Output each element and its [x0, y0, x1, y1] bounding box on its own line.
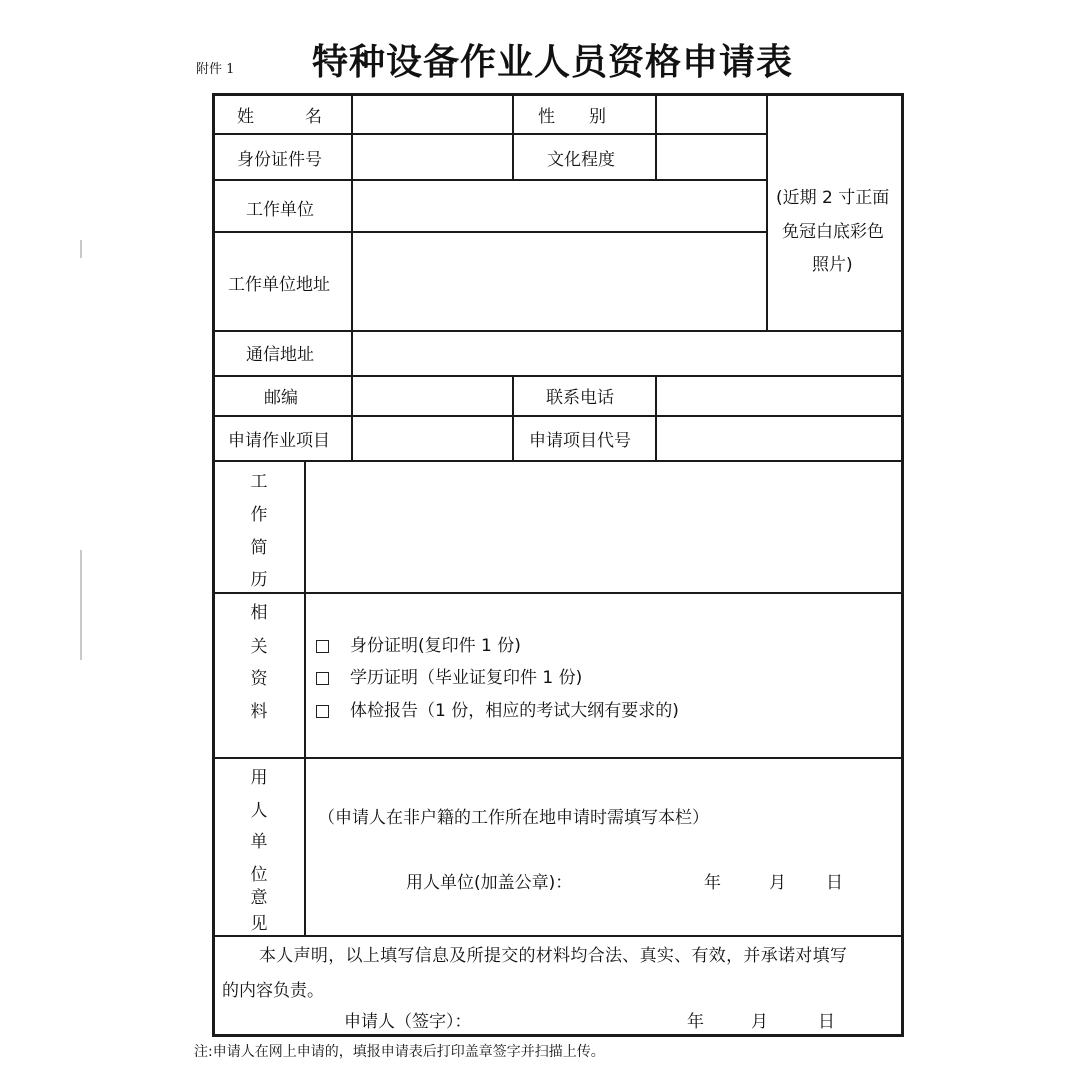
opinion-label-char: 单 — [250, 832, 268, 852]
row-divider — [212, 935, 904, 937]
material-item-education: 学历证明（毕业证复印件 1 份) — [350, 668, 583, 688]
postcode-field[interactable] — [354, 378, 511, 414]
label-project-code: 申请项目代号 — [529, 431, 631, 451]
opinion-day: 日 — [826, 873, 843, 893]
label-id-number: 身份证件号 — [237, 150, 322, 170]
col-divider — [655, 93, 657, 180]
photo-note-line2: 免冠白底彩色 — [782, 222, 884, 242]
opinion-label-char: 人 — [250, 801, 268, 821]
materials-label-char: 料 — [250, 702, 268, 722]
declaration-year: 年 — [687, 1012, 704, 1032]
col-divider — [304, 460, 306, 936]
opinion-label-char: 见 — [250, 914, 268, 934]
resume-label-char: 作 — [250, 505, 268, 525]
project-code-field[interactable] — [658, 418, 900, 459]
opinion-label-char: 用 — [250, 768, 268, 788]
photo-note-line3: 照片) — [812, 255, 853, 275]
row-divider — [212, 133, 767, 135]
health-report-checkbox[interactable] — [316, 705, 329, 718]
label-project: 申请作业项目 — [228, 431, 330, 451]
declaration-line2: 的内容负责。 — [222, 981, 324, 1001]
form-title: 特种设备作业人员资格申请表 — [312, 42, 794, 83]
education-proof-checkbox[interactable] — [316, 672, 329, 685]
col-divider — [351, 93, 353, 461]
gender-field[interactable] — [658, 96, 765, 132]
signature-field[interactable] — [490, 1008, 670, 1032]
row-divider — [212, 460, 904, 462]
row-divider — [212, 375, 904, 377]
photo-note-line1: (近期 2 寸正面 — [776, 188, 890, 208]
resume-field[interactable] — [307, 463, 900, 591]
name-field[interactable] — [354, 96, 511, 132]
table-border-left — [212, 93, 215, 1037]
label-employer-address: 工作单位地址 — [228, 275, 330, 295]
col-divider — [512, 375, 514, 461]
declaration-line1: 本人声明，以上填写信息及所提交的材料均合法、真实、有效，并承诺对填写 — [259, 946, 848, 966]
phone-field[interactable] — [658, 378, 900, 414]
materials-label-char: 相 — [250, 603, 268, 623]
resume-label-char: 简 — [250, 538, 268, 558]
material-item-health: 体检报告（1 份，相应的考试大纲有要求的) — [350, 701, 679, 721]
employer-address-field[interactable] — [354, 234, 765, 329]
row-divider — [212, 415, 904, 417]
scan-artifact — [80, 240, 82, 258]
footer-note: 注:申请人在网上申请的，填报申请表后打印盖章签字并扫描上传。 — [194, 1044, 605, 1060]
opinion-note: （申请人在非户籍的工作所在地申请时需填写本栏） — [318, 808, 709, 828]
row-divider — [212, 330, 904, 332]
opinion-year: 年 — [704, 873, 721, 893]
opinion-label-char: 意 — [250, 888, 268, 908]
opinion-label-char: 位 — [250, 865, 268, 885]
row-divider — [212, 757, 904, 759]
attachment-label: 附件 1 — [196, 62, 235, 77]
label-phone: 联系电话 — [546, 388, 614, 408]
project-field[interactable] — [354, 418, 511, 459]
col-divider — [655, 375, 657, 461]
col-divider — [512, 93, 514, 180]
id-proof-checkbox[interactable] — [316, 640, 329, 653]
declaration-day: 日 — [818, 1012, 835, 1032]
label-name: 姓 名 — [237, 107, 322, 127]
id-number-field[interactable] — [354, 136, 511, 178]
employer-seal-label: 用人单位(加盖公章)： — [406, 873, 573, 893]
opinion-month: 月 — [769, 873, 786, 893]
resume-label-char: 工 — [250, 472, 268, 492]
row-divider — [212, 231, 767, 233]
scan-artifact — [80, 550, 82, 660]
row-divider — [212, 179, 767, 181]
education-field[interactable] — [658, 136, 765, 178]
resume-label-char: 历 — [250, 570, 268, 590]
label-education: 文化程度 — [547, 150, 615, 170]
employer-field[interactable] — [354, 182, 765, 230]
materials-label-char: 关 — [250, 637, 268, 657]
materials-label-char: 资 — [250, 669, 268, 689]
material-item-id: 身份证明(复印件 1 份) — [350, 636, 521, 656]
label-mail-address: 通信地址 — [246, 345, 314, 365]
label-gender: 性 别 — [538, 107, 606, 127]
table-border-bottom — [212, 1034, 904, 1037]
table-border-right — [901, 93, 904, 1037]
employer-seal-field[interactable] — [580, 868, 695, 898]
label-postcode: 邮编 — [264, 388, 298, 408]
label-employer: 工作单位 — [246, 200, 314, 220]
photo-area[interactable] — [769, 96, 900, 329]
declaration-month: 月 — [751, 1012, 768, 1032]
mail-address-field[interactable] — [354, 333, 900, 374]
col-divider — [766, 93, 768, 331]
row-divider — [212, 592, 904, 594]
signer-label: 申请人（签字）： — [344, 1012, 472, 1032]
